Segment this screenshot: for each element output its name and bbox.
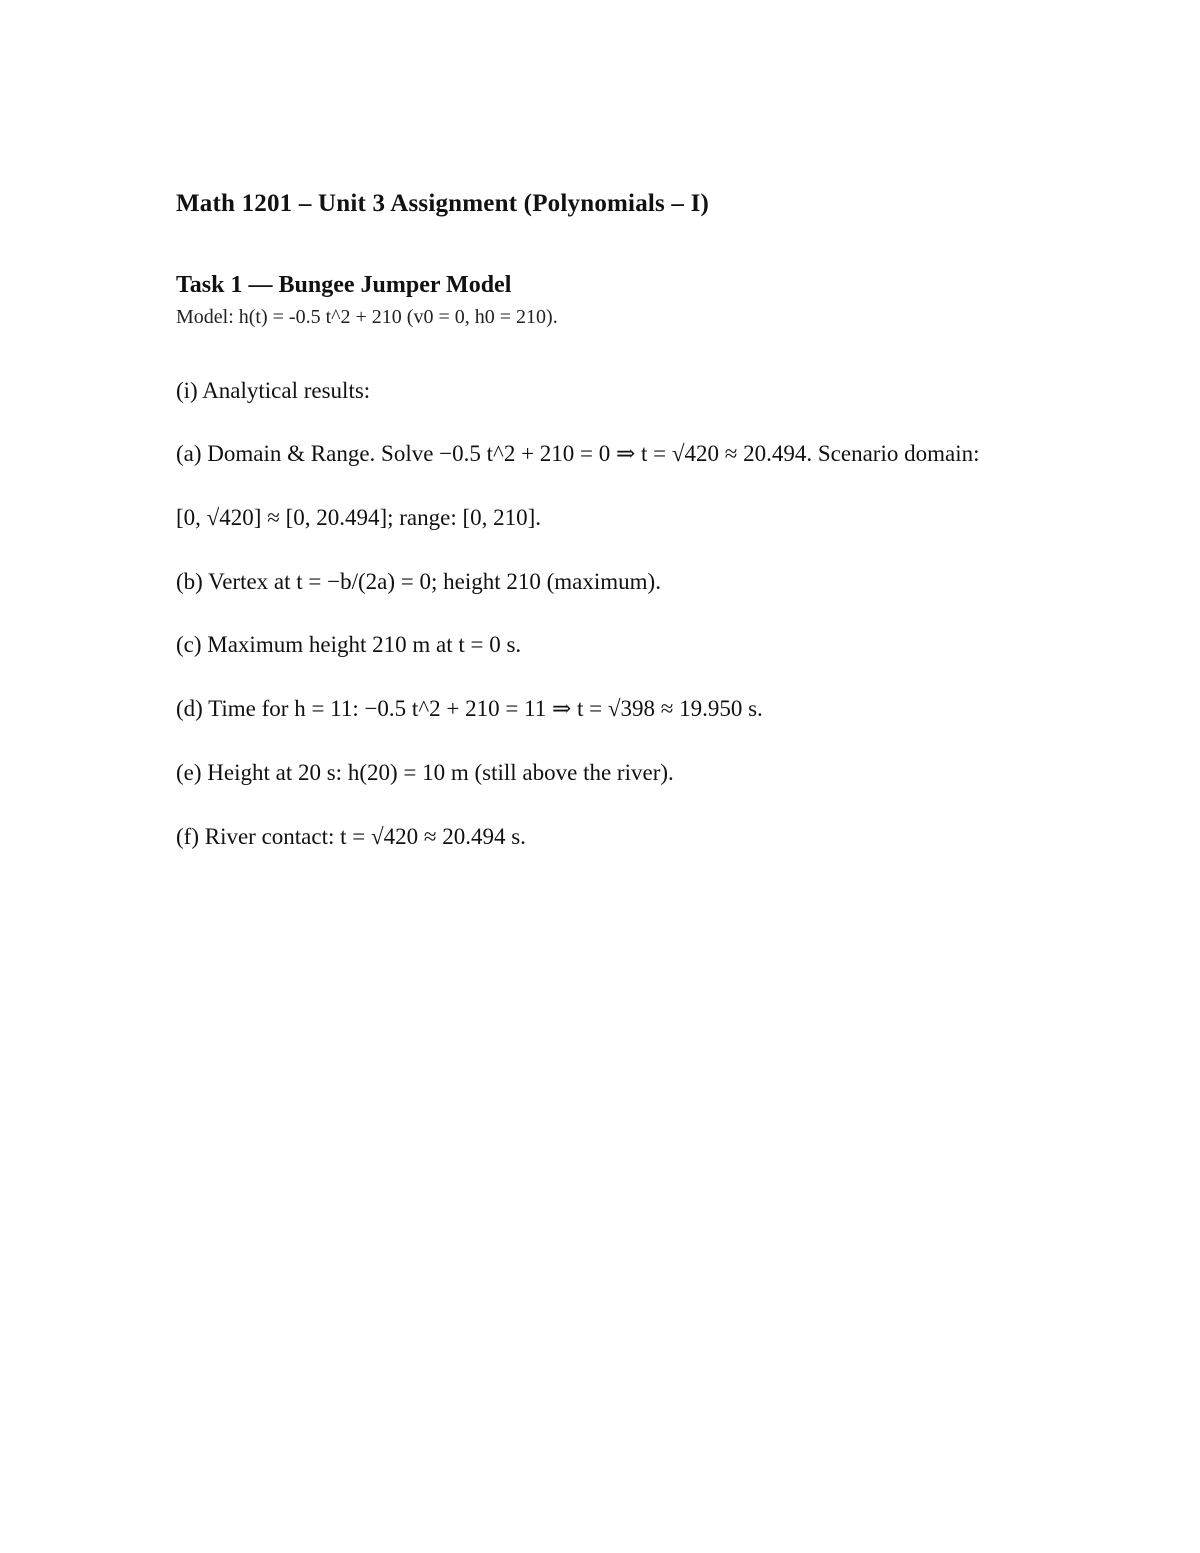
- result-line-a: (a) Domain & Range. Solve −0.5 t^2 + 210 = 0 ⇒ t = √420 ≈ 20.494. Scenario domain:: [176, 441, 980, 466]
- result-line-f: (f) River contact: t = √420 ≈ 20.494 s.: [176, 824, 526, 849]
- result-line-a-continued: [0, √420] ≈ [0, 20.494]; range: [0, 210].: [176, 505, 542, 530]
- model-equation: Model: h(t) = -0.5 t^2 + 210 (v0 = 0, h0 = 210).: [176, 306, 558, 328]
- result-line-b: (b) Vertex at t = −b/(2a) = 0; height 210 (maximum).: [176, 569, 661, 594]
- task-heading: Task 1 — Bungee Jumper Model: [176, 272, 512, 298]
- result-line-c: (c) Maximum height 210 m at t = 0 s.: [176, 632, 522, 657]
- section-label: (i) Analytical results:: [176, 378, 371, 403]
- result-line-e: (e) Height at 20 s: h(20) = 10 m (still above the river).: [176, 760, 674, 785]
- document-title: Math 1201 – Unit 3 Assignment (Polynomials – I): [176, 190, 710, 217]
- result-line-d: (d) Time for h = 11: −0.5 t^2 + 210 = 11 ⇒ t = √398 ≈ 19.950 s.: [176, 696, 763, 721]
